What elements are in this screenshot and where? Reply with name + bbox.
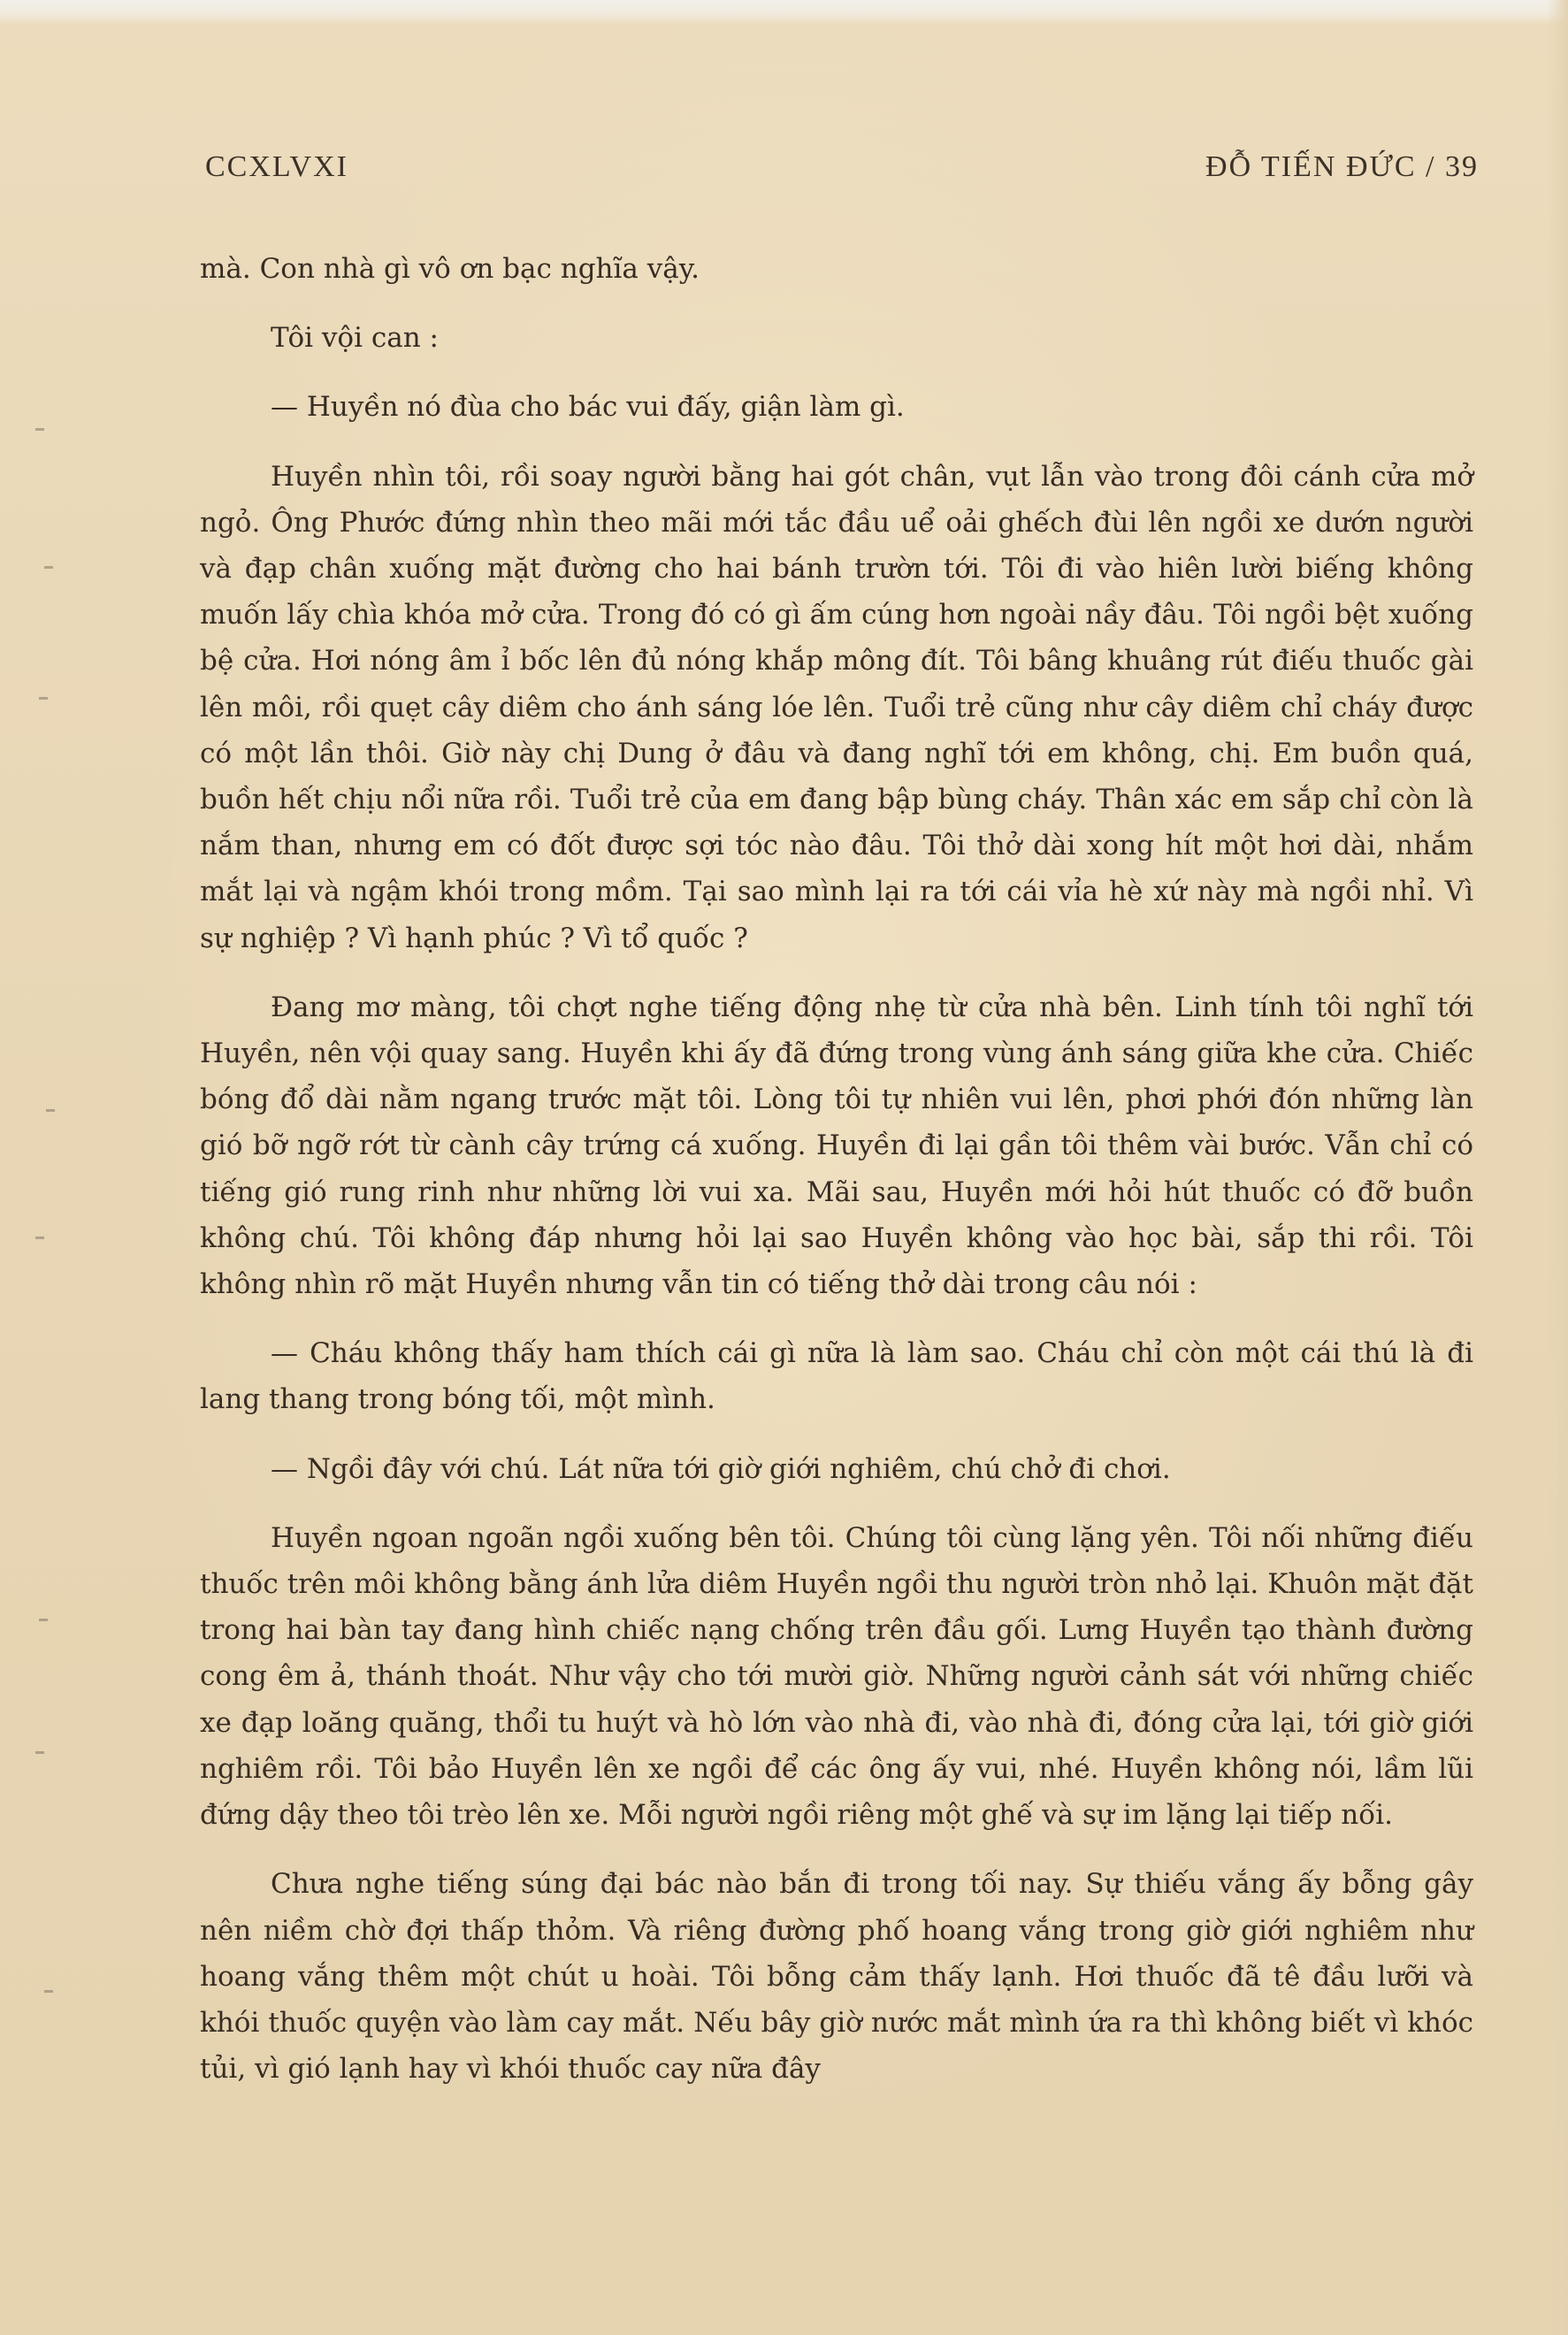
margin-mark	[35, 428, 44, 431]
margin-mark	[35, 1236, 44, 1239]
margin-mark	[35, 1751, 44, 1754]
margin-mark	[39, 1619, 48, 1621]
dialogue-paragraph: — Cháu không thấy ham thích cái gì nữa là làm sao. Cháu chỉ còn một cái thú là đi lang thang trong bóng tối, một mình.	[200, 1337, 1473, 1416]
body-text	[200, 246, 1473, 2115]
margin-mark	[44, 566, 53, 569]
dialogue-paragraph: — Ngồi đây với chú. Lát nữa tới giờ giới nghiêm, chú chở đi chơi.	[271, 1452, 1171, 1485]
paragraph: Đang mơ màng, tôi chợt nghe tiếng động nhẹ từ cửa nhà bên. Linh tính tôi nghĩ tới Huyền, nên vội quay sang. Huyền khi ấy đã đứng trong vùng ánh sáng giữa khe cửa. Chiếc bóng đổ dài nằm ngang trước mặt tôi. Lòng tôi tự nhiên vui lên, phơi phới đón những làn gió bỡ ngỡ rớt từ cành cây trứng cá xuống. Huyền đi lại gần tôi thêm vài bước. Vẫn chỉ có tiếng gió rung rinh như những lời vui xa. Mãi sau, Huyền mới hỏi hút thuốc có đỡ buồn không chú. Tôi không đáp nhưng hỏi lại sao Huyền không vào học bài, sắp thi rồi. Tôi không nhìn rõ mặt Huyền nhưng vẫn tin có tiếng thở dài trong câu nói :	[200, 991, 1473, 1301]
margin-mark	[46, 1109, 55, 1112]
page-top-edge	[0, 0, 1568, 25]
paragraph: Huyền nhìn tôi, rồi soay người bằng hai gót chân, vụt lẫn vào trong đôi cánh cửa mở ngỏ. Ông Phước đứng nhìn theo mãi mới tắc đầu uể oải ghếch đùi lên ngồi xe dướn người và đạp chân xuống mặt đường cho hai bánh trườn tới. Tôi đi vào hiên lười biếng không muốn lấy chìa khóa mở cửa. Trong đó có gì ấm cúng hơn ngoài nầy đâu. Tôi ngồi bệt xuống bệ cửa. Hơi nóng âm ỉ bốc lên đủ nóng khắp mông đít. Tôi bâng khuâng rút điếu thuốc gài lên môi, rồi quẹt cây diêm cho ánh sáng lóe lên. Tuổi trẻ cũng như cây diêm chỉ cháy được có một lần thôi. Giờ này chị Dung ở đâu và đang nghĩ tới em không, chị. Em buồn quá, buồn hết chịu nổi nữa rồi. Tuổi trẻ của em đang bập bùng cháy. Thân xác em sắp chỉ còn là nắm than, nhưng em có đốt được sợi tóc nào đâu. Tôi thở dài xong hít một hơi dài, nhắm mắt lại và ngậm khói trong mồm. Tại sao mình lại ra tới cái vỉa hè xứ này mà ngồi nhỉ. Vì sự nghiệp ? Vì hạnh phúc ? Vì tổ quốc ?	[200, 460, 1473, 954]
page-right-edge	[1547, 0, 1568, 2335]
margin-mark	[39, 697, 48, 700]
author-page-number: ĐỖ TIẾN ĐỨC / 39	[1205, 150, 1479, 183]
section-number: CCXLVXI	[205, 150, 348, 183]
paragraph: mà. Con nhà gì vô ơn bạc nghĩa vậy.	[200, 253, 700, 285]
paragraph: Huyền ngoan ngoãn ngồi xuống bên tôi. Chúng tôi cùng lặng yên. Tôi nối những điếu thuốc trên môi không bằng ánh lửa diêm Huyền ngồi thu người tròn nhỏ lại. Khuôn mặt đặt trong hai bàn tay đang hình chiếc nạng chống trên đầu gối. Lưng Huyền tạo thành đường cong êm ả, thánh thoát. Như vậy cho tới mười giờ. Những người cảnh sát với những chiếc xe đạp loăng quăng, thổi tu huýt và hò lớn vào nhà đi, vào nhà đi, đóng cửa lại, tới giờ giới nghiêm rồi. Tôi bảo Huyền lên xe ngồi để các ông ấy vui, nhé. Huyền không nói, lầm lũi đứng dậy theo tôi trèo lên xe. Mỗi người ngồi riêng một ghế và sự im lặng lại tiếp nối.	[200, 1521, 1473, 1832]
paragraph: Chưa nghe tiếng súng đại bác nào bắn đi trong tối nay. Sự thiếu vắng ấy bỗng gây nên niềm chờ đợi thấp thỏm. Và riêng đường phố hoang vắng trong giờ giới nghiêm như hoang vắng thêm một chút u hoài. Tôi bỗng cảm thấy lạnh. Hơi thuốc đã tê đầu lưỡi và khói thuốc quyện vào làm cay mắt. Nếu bây giờ nước mắt mình ứa ra thì không biết vì khóc tủi, vì gió lạnh hay vì khói thuốc cay nữa đây	[200, 1868, 1473, 2086]
margin-mark	[44, 1990, 53, 1993]
running-header	[205, 150, 1479, 195]
dialogue-paragraph: — Huyền nó đùa cho bác vui đấy, giận làm gì.	[271, 391, 905, 424]
paragraph: Tôi vội can :	[271, 322, 439, 355]
